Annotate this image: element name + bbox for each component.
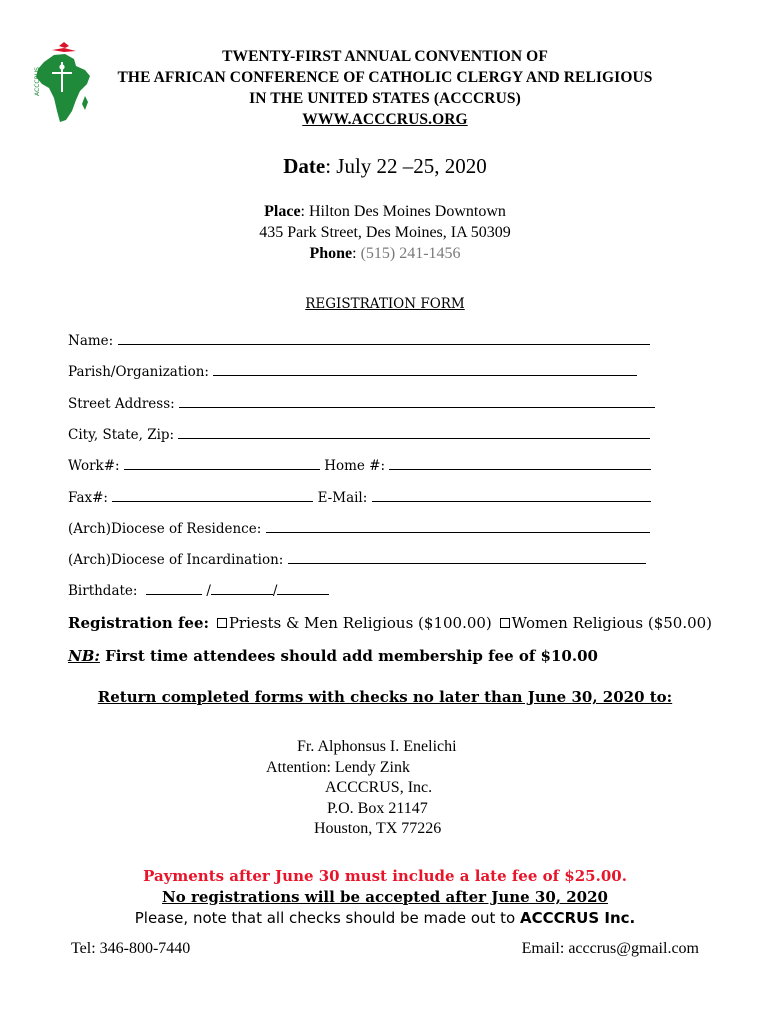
- return-line-5: Houston, TX 77226: [314, 820, 442, 837]
- date-label: Date: [283, 154, 326, 178]
- place-street: 435 Park Street, Des Moines, IA 50309: [259, 224, 511, 241]
- birthdate-label: Birthdate:: [68, 583, 138, 599]
- street-input-line[interactable]: [179, 393, 655, 408]
- diocese-incardination-input-line[interactable]: [288, 549, 646, 564]
- date-separator: /: [272, 583, 278, 599]
- diocese-residence-field: [68, 518, 650, 537]
- name-input-line[interactable]: [118, 330, 650, 345]
- priests-checkbox[interactable]: [217, 618, 227, 628]
- phone-separator: :: [352, 245, 361, 262]
- return-line-1: Fr. Alphonsus I. Enelichi: [297, 738, 457, 755]
- city-label: City, State, Zip:: [68, 427, 175, 443]
- work-input-line[interactable]: [124, 455, 320, 470]
- phone-label: Phone: [309, 245, 353, 262]
- note-label: NB:: [68, 647, 100, 665]
- note-text: First time attendees should add membership fee of $10.00: [99, 647, 598, 665]
- return-heading: Return completed forms with checks no later than June 30, 2020 to:: [97, 688, 673, 706]
- late-fee-notice: Payments after June 30 must include a late fee of $25.00.: [143, 867, 627, 885]
- website-link[interactable]: WWW.ACCCRUS.ORG: [302, 111, 468, 128]
- birth-month-line[interactable]: [146, 580, 202, 595]
- registration-fee: [68, 614, 712, 632]
- form-title: REGISTRATION FORM: [305, 296, 465, 312]
- women-option-label: Women Religious ($50.00): [511, 614, 713, 632]
- fax-label: Fax#:: [68, 490, 108, 506]
- city-field: [68, 424, 650, 443]
- work-label: Work#:: [68, 458, 120, 474]
- fee-label: Registration fee:: [68, 614, 210, 632]
- logo-text: ACCCRUS: [34, 67, 41, 96]
- diocese-residence-label: (Arch)Diocese of Residence:: [68, 521, 262, 537]
- name-label: Name:: [68, 333, 114, 349]
- parish-input-line[interactable]: [213, 361, 637, 376]
- header-line-3: IN THE UNITED STATES (ACCCRUS): [249, 90, 521, 107]
- return-line-2: Attention: Lendy Zink: [266, 759, 410, 776]
- phone-number[interactable]: (515) 241-1456: [360, 245, 461, 262]
- checks-payee: ACCCRUS Inc.: [520, 909, 636, 927]
- home-label: Home #:: [324, 458, 386, 474]
- birthdate-field: [68, 580, 329, 599]
- parish-field: [68, 361, 637, 380]
- date-separator: /: [206, 583, 211, 599]
- street-label: Street Address:: [68, 396, 175, 412]
- home-input-line[interactable]: [389, 455, 651, 470]
- parish-label: Parish/Organization:: [68, 364, 209, 380]
- footer-email[interactable]: Email: acccrus@gmail.com: [521, 940, 699, 957]
- place-label: Place: [264, 203, 301, 220]
- header-line-1: TWENTY-FIRST ANNUAL CONVENTION OF: [222, 48, 548, 65]
- deadline-notice: No registrations will be accepted after June 30, 2020: [162, 888, 608, 906]
- diocese-incardination-field: [68, 549, 646, 568]
- checks-prefix: Please, note that all checks should be made out to: [134, 909, 520, 927]
- header-line-2: THE AFRICAN CONFERENCE OF CATHOLIC CLERGY AND RELIGIOUS: [117, 69, 653, 86]
- checks-notice: [0, 909, 770, 927]
- document-header: [60, 46, 710, 130]
- street-field: [68, 393, 655, 412]
- email-input-line[interactable]: [372, 487, 651, 502]
- fax-input-line[interactable]: [112, 487, 313, 502]
- event-date: [0, 154, 770, 179]
- city-input-line[interactable]: [178, 424, 650, 439]
- diocese-incardination-label: (Arch)Diocese of Incardination:: [68, 552, 284, 568]
- footer-tel: Tel: 346-800-7440: [71, 940, 191, 957]
- date-value: : July 22 –25, 2020: [325, 154, 487, 178]
- birth-year-line[interactable]: [277, 580, 329, 595]
- priests-option-label: Priests & Men Religious ($100.00): [228, 614, 492, 632]
- birth-day-line[interactable]: [211, 580, 273, 595]
- membership-note: [68, 647, 598, 665]
- email-label: E-Mail:: [317, 490, 368, 506]
- name-field: [68, 330, 650, 349]
- women-checkbox[interactable]: [500, 618, 510, 628]
- fax-email-fields: [68, 487, 651, 506]
- phone-fields: [68, 455, 651, 474]
- place-value: : Hilton Des Moines Downtown: [300, 203, 506, 220]
- return-line-3: ACCCRUS, Inc.: [325, 779, 433, 796]
- diocese-residence-input-line[interactable]: [266, 518, 650, 533]
- event-place: [0, 201, 770, 264]
- return-line-4: P.O. Box 21147: [327, 800, 428, 817]
